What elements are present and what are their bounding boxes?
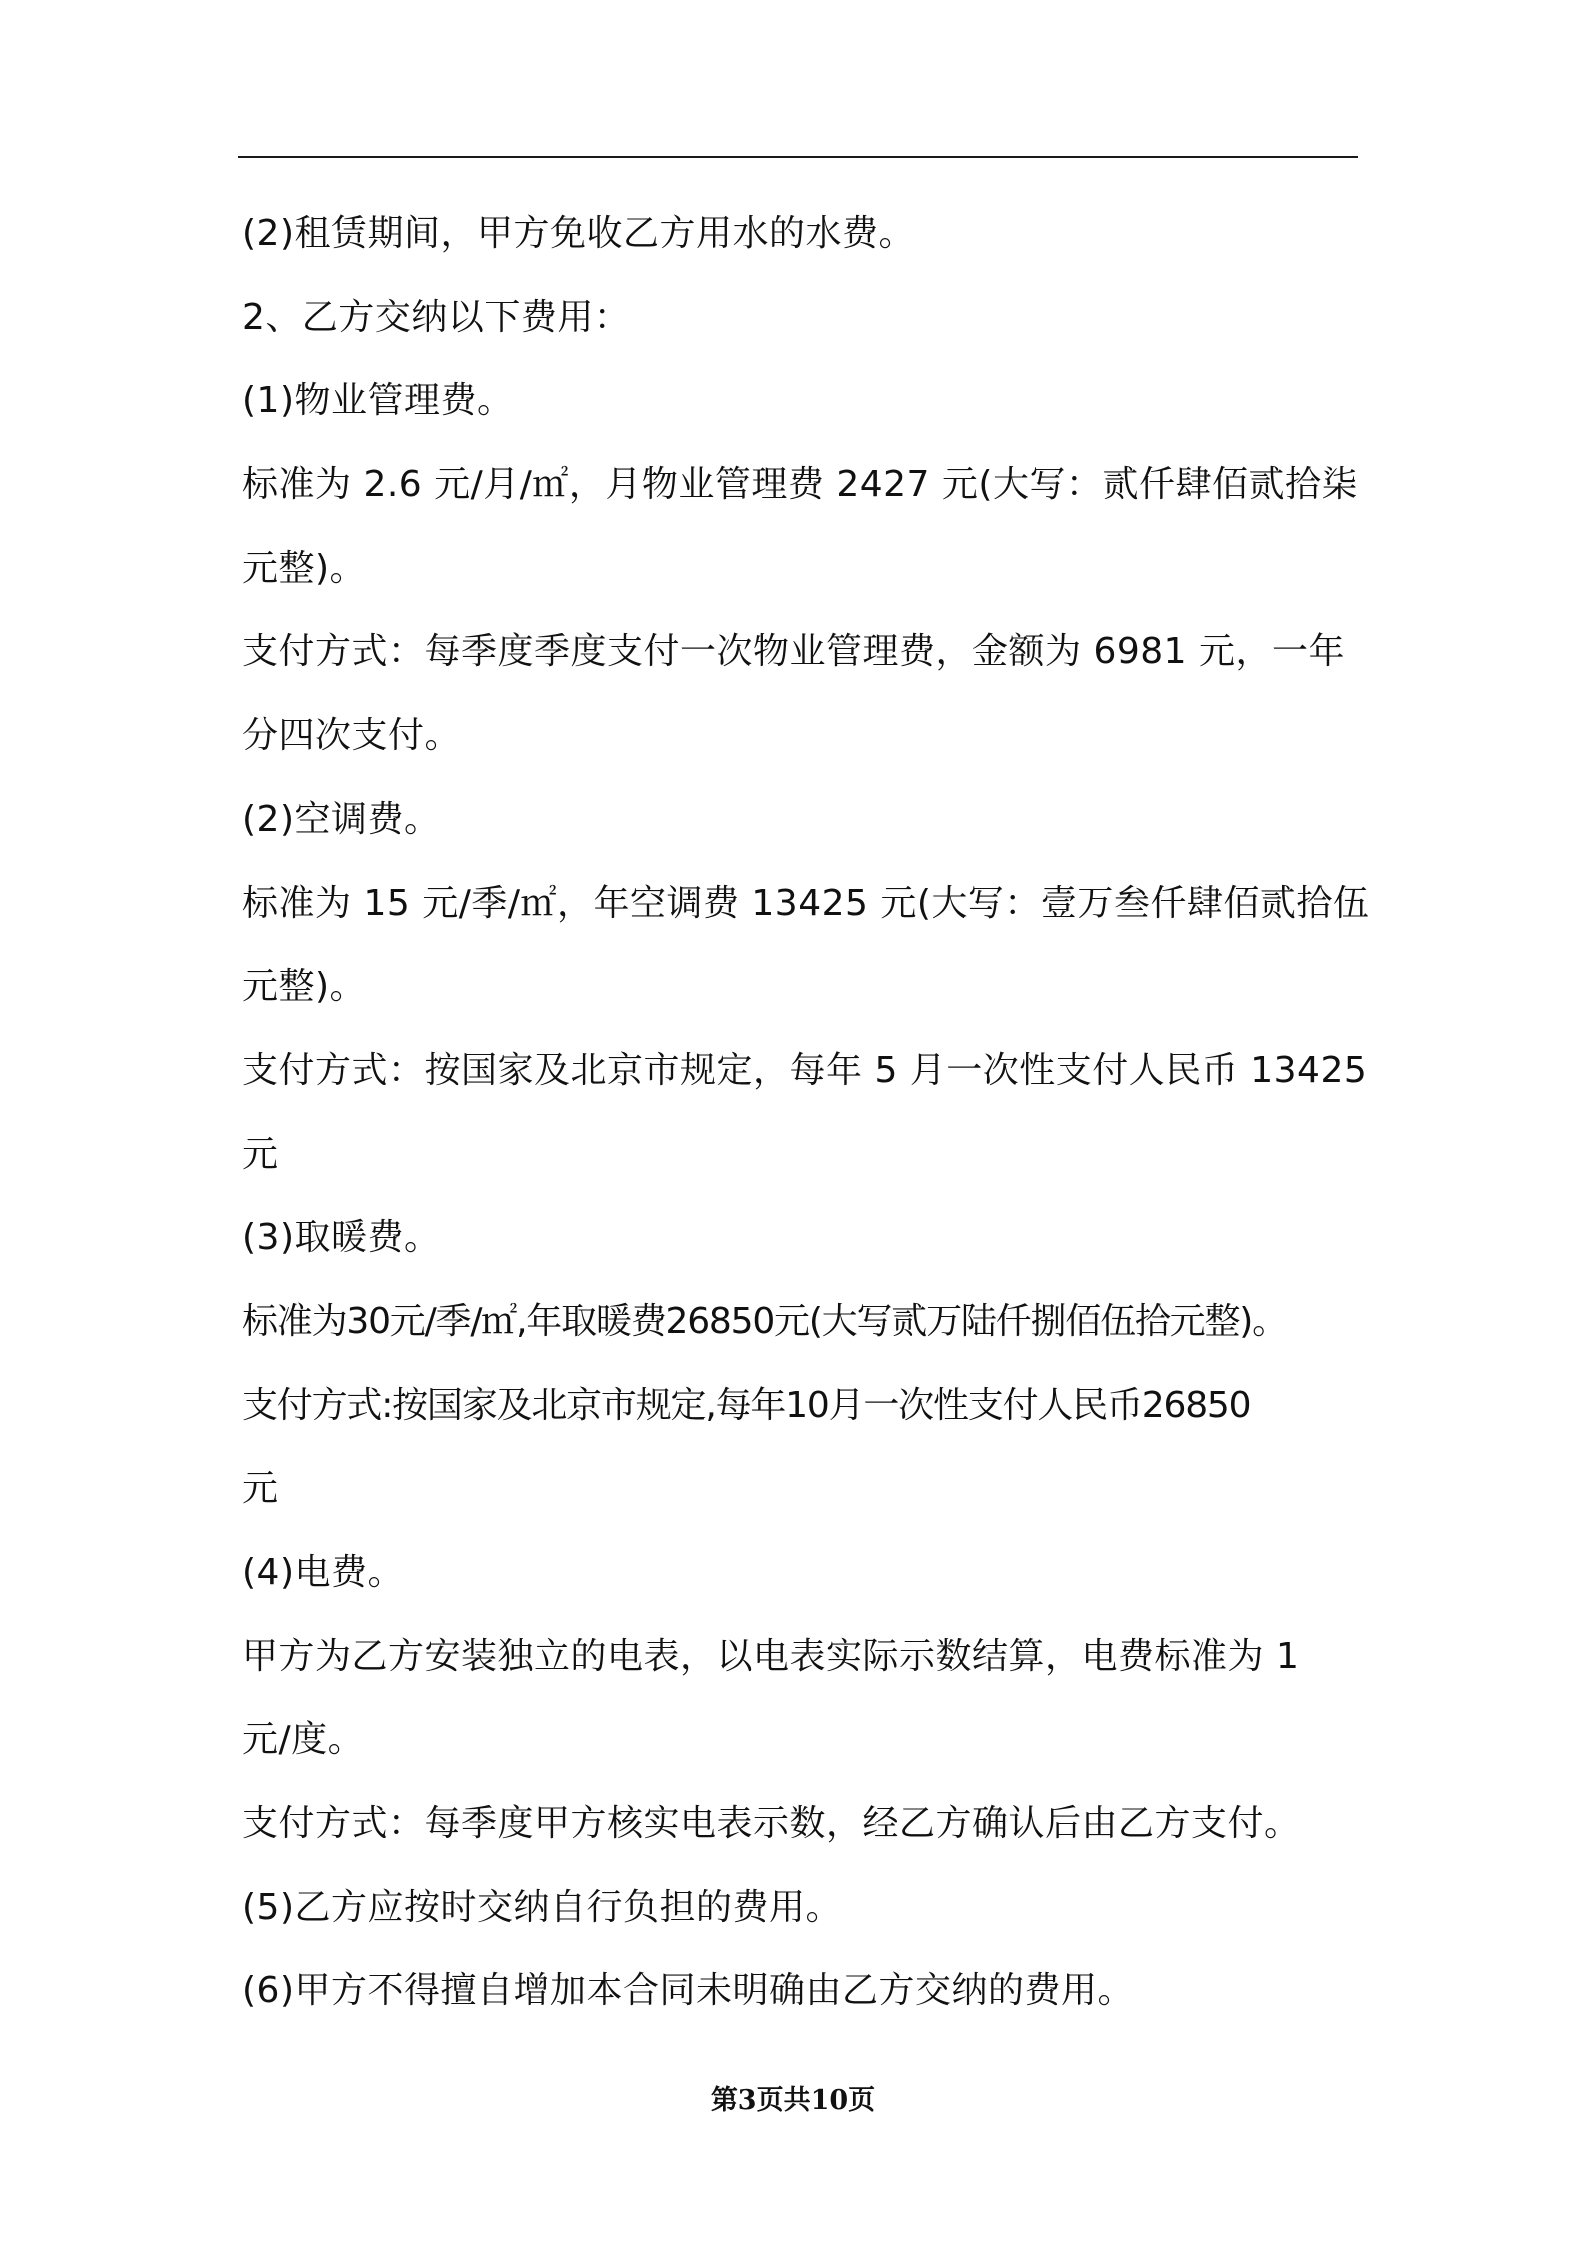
text-line: 元 (242, 1468, 279, 1510)
text-line: 支付方式:按国家及北京市规定,每年10月一次性支付人民币26850 (242, 1384, 1251, 1426)
text-line: (4)电费。 (242, 1552, 404, 1593)
text-line: (2)租赁期间，甲方免收乙方用水的水费。 (242, 213, 915, 254)
text-line: 分四次支付。 (242, 715, 462, 757)
text-line: 标准为 2.6 元/月/㎡，月物业管理费 2427 元(大写：贰仟肆佰贰拾柒 (242, 464, 1358, 506)
text-line: 元/度。 (242, 1719, 365, 1761)
page-number: 第3页共10页 (710, 2085, 876, 2116)
text-line: 标准为 15 元/季/㎡，年空调费 13425 元(大写：壹万叁仟肆佰贰拾伍 (242, 882, 1370, 924)
text-line: (1)物业管理费。 (242, 380, 514, 422)
text-line: (3)取暖费。 (242, 1217, 441, 1259)
text-line: 甲方为乙方安装独立的电表，以电表实际示数结算，电费标准为 1 (242, 1635, 1300, 1677)
text-line: (6)甲方不得擅自增加本合同未明确由乙方交纳的费用。 (242, 1970, 1134, 2012)
header-rule (238, 156, 1358, 158)
text-line: 元整)。 (242, 966, 367, 1008)
text-line: (2)空调费。 (242, 798, 441, 840)
text-line: 2、乙方交纳以下费用： (242, 296, 631, 338)
text-line: 元整)。 (242, 547, 367, 589)
text-line: 标准为30元/季/㎡,年取暖费26850元(大写贰万陆仟捌佰伍拾元整)。 (242, 1300, 1287, 1342)
document-body (242, 192, 1392, 2033)
text-line: 支付方式：按国家及北京市规定，每年 5 月一次性支付人民币 13425 (242, 1049, 1368, 1091)
text-line: (5)乙方应按时交纳自行负担的费用。 (242, 1886, 842, 1928)
text-line: 元 (242, 1133, 279, 1175)
text-line: 支付方式：每季度甲方核实电表示数，经乙方确认后由乙方支付。 (242, 1803, 1301, 1845)
text-line: 支付方式：每季度季度支付一次物业管理费，金额为 6981 元，一年 (242, 631, 1346, 673)
